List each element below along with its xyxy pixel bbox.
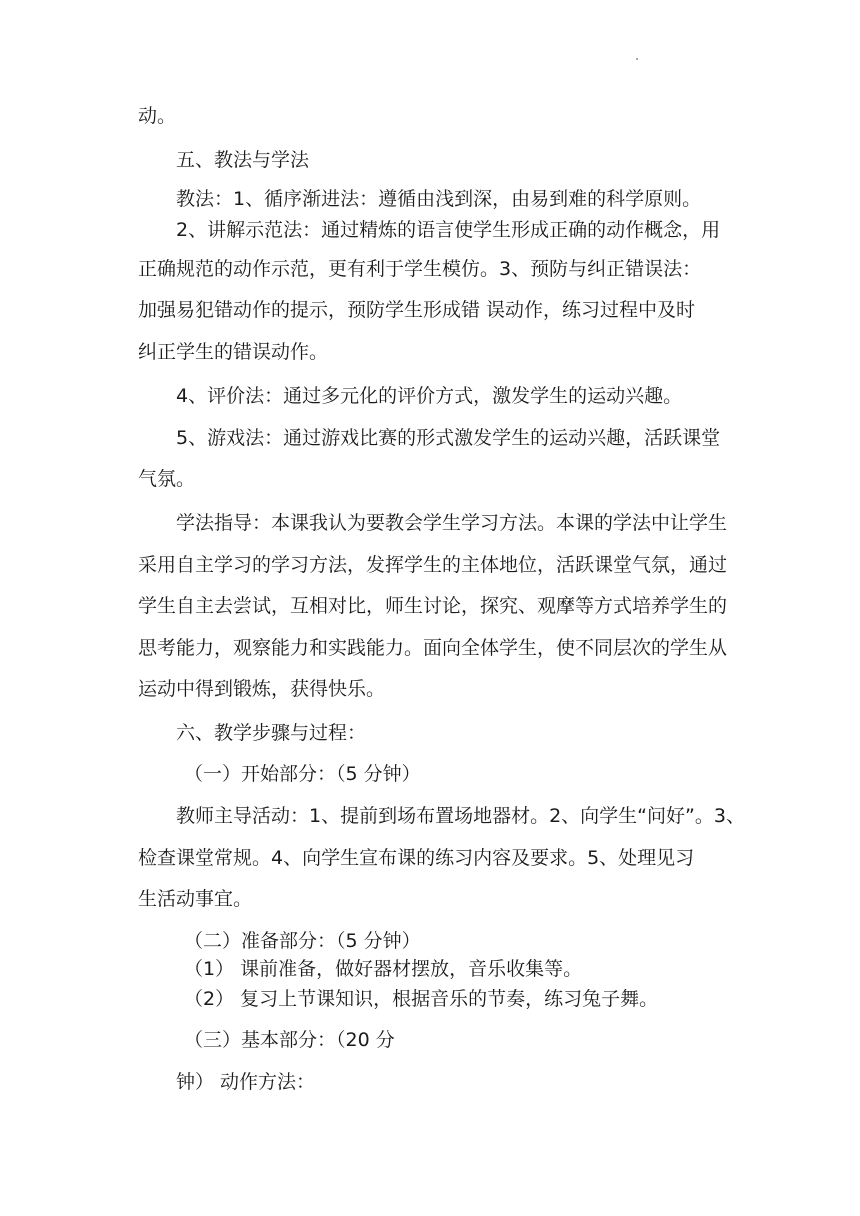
page-dot bbox=[636, 58, 638, 60]
list-item: （1） 课前准备，做好器材摆放，音乐收集等。 bbox=[184, 958, 583, 980]
text-line: 钟） 动作方法： bbox=[176, 1071, 316, 1093]
text-line: 2、讲解示范法：通过精炼的语言使学生形成正确的动作概念，用 bbox=[176, 219, 721, 241]
text-line: 思考能力，观察能力和实践能力。面向全体学生，使不同层次的学生从 bbox=[138, 637, 728, 659]
section-heading: 五、教法与学法 bbox=[176, 149, 310, 171]
text-line: 气氛。 bbox=[138, 468, 196, 490]
text-line: 教师主导活动：1、提前到场布置场地器材。2、向学生“问好”。3、 bbox=[176, 805, 745, 827]
text-line: 采用自主学习的学习方法，发挥学生的主体地位，活跃课堂气氛，通过 bbox=[138, 554, 728, 576]
subsection-heading: （三）基本部分：（20 分 bbox=[184, 1029, 395, 1051]
text-line: 学生自主去尝试，互相对比，师生讨论，探究、观摩等方式培养学生的 bbox=[138, 595, 728, 617]
text-line: 运动中得到锻炼，获得快乐。 bbox=[138, 678, 386, 700]
list-item: （2） 复习上节课知识，根据音乐的节奏，练习兔子舞。 bbox=[184, 988, 659, 1010]
text-line: 加强易犯错动作的提示，预防学生形成错 误动作，练习过程中及时 bbox=[138, 299, 696, 321]
text-line: 正确规范的动作示范，更有利于学生模仿。3、预防与纠正错误法： bbox=[138, 258, 702, 280]
text-line: 教法：1、循序渐进法：遵循由浅到深，由易到难的科学原则。 bbox=[176, 188, 702, 210]
text-line: 检查课堂常规。4、向学生宣布课的练习内容及要求。5、处理见习 bbox=[138, 847, 695, 869]
text-line: 动。 bbox=[138, 105, 177, 127]
section-heading: 六、教学步骤与过程： bbox=[176, 722, 367, 744]
subsection-heading: （二）准备部分：（5 分钟） bbox=[184, 930, 421, 952]
subsection-heading: （一）开始部分：（5 分钟） bbox=[184, 763, 421, 785]
text-line: 4、评价法：通过多元化的评价方式，激发学生的运动兴趣。 bbox=[176, 385, 683, 407]
text-line: 5、游戏法：通过游戏比赛的形式激发学生的运动兴趣，活跃课堂 bbox=[176, 427, 721, 449]
text-line: 学法指导：本课我认为要教会学生学习方法。本课的学法中让学生 bbox=[176, 512, 728, 534]
text-line: 纠正学生的错误动作。 bbox=[138, 341, 329, 363]
text-line: 生活动事宜。 bbox=[138, 888, 253, 910]
